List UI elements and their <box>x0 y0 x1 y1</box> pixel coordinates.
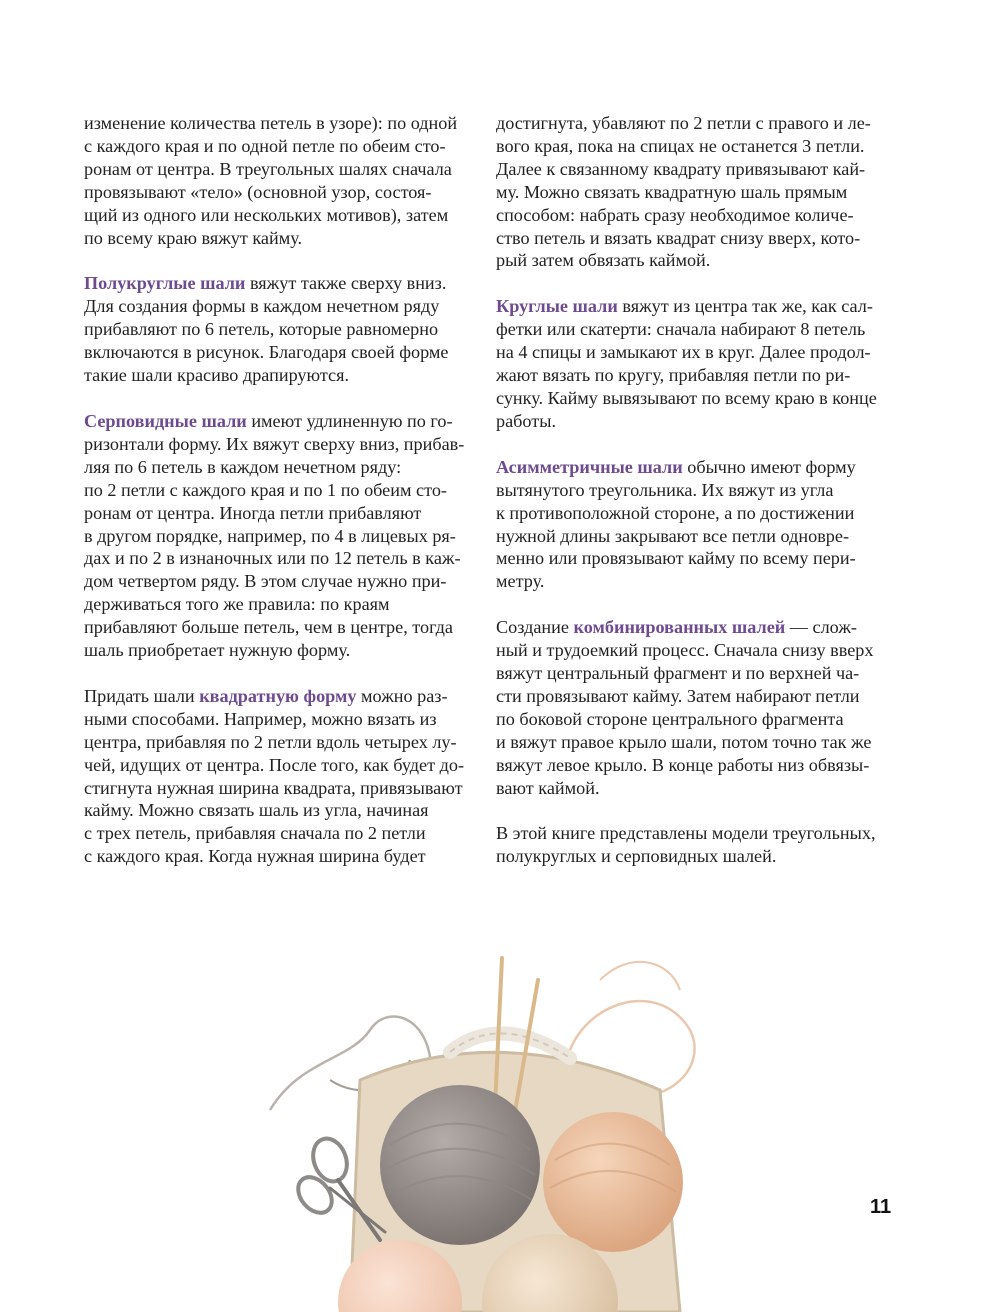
peach-strand-2 <box>600 962 680 990</box>
paragraph-square-shawls: Придать шали квадратную форму можно раз- ными способами. Например, можно вязать из центра, прибавляя по 2 петли вдоль четырех лу- чей, идущих от центра. После того, как будет до- стигнута нужная ширина квадрата, привязывают кайму. Можно связать шаль из угла, начиная с трех петель, прибавляя сначала по 2 петли с каждого края. Когда нужная ширина будет <box>84 685 465 867</box>
term-semicircular: Полукруглые шали <box>84 273 246 294</box>
grey-yarn-ball <box>380 1085 540 1245</box>
page-number: 11 <box>870 1196 892 1218</box>
paragraph-combined-shawls: Создание комбинированных шалей — слож- ный и трудоемкий процесс. Сначала снизу вверх вяжут центральный фрагмент и по верхней ча- сти провязывают кайму. Затем набирают петли по боковой стороне центрального фрагмента и вяжут правое крыло шали, потом точно так же вяжут левое крыло. В конце работы низ обвязы- вают каймой. <box>496 617 874 798</box>
paragraph-crescent-shawls: Серповидные шали имеют удлиненную по го- ризонтали форму. Их вяжут сверху вниз, прибав- ляя по 6 петель в каждом нечетном ряду: по 2 петли с каждого края и по 1 по обеим сто- ронам от центра. Иногда петли прибавляют в другом порядке, например, по 4 в лицевых ря- дах и по 2 в изнаночных или по 12 петель в каж- дом четвертом ряду. В этом случае нужно при- держиваться того же правила: по краям прибавляют больше петель, чем в центре, тогда шаль приобретает нужную форму. <box>84 410 465 661</box>
term-crescent: Серповидные шали <box>84 410 247 431</box>
paragraph-book-summary: В этой книге представлены модели треугольных, полукруглых и серповидных шалей. <box>496 823 876 867</box>
paragraph-semicircular-shawls: Полукруглые шали вяжут также сверху вниз. Для создания формы в каждом нечетном ряду прибавляют по 6 петель, которые равномерно включаются в рисунок. Благодаря своей форме такие шали красиво драпируются. <box>84 273 449 386</box>
paragraph-asymmetric-shawls: Асимметричные шали обычно имеют форму вытянутого треугольника. Их вяжут из угла к противоположной стороне, а по достижении нужной длины закрывают все петли одновре- менно или провязывают кайму по всему пери- метру. <box>496 456 856 592</box>
right-column <box>496 112 888 891</box>
paragraph-intro-continued: изменение количества петель в узоре): по одной с каждого края и по одной петле по обеим сто- ронам от центра. В треугольных шалях сначала провязывают «тело» (основной узор, состоя- щий из одного или нескольких мотивов), затем по всему краю вяжут кайму. <box>84 113 458 248</box>
left-column <box>84 112 472 891</box>
paragraph-square-continued: достигнута, убавляют по 2 петли с правого и ле- вого края, пока на спицах не останется 3 петли. Далее к связанному квадрату привязывают кай- му. Можно связать квадратную шаль прямым способом: набрать сразу необходимое количе- ство петель и вязать квадрат снизу вверх, кото- рый затем обвязать каймой. <box>496 113 871 271</box>
yarn-basket-photo <box>240 940 760 1312</box>
term-asymmetric: Асимметричные шали <box>496 456 683 477</box>
term-square: квадратную форму <box>199 685 357 706</box>
paragraph-round-shawls: Круглые шали вяжут из центра так же, как сал- фетки или скатерти: сначала набирают 8 петель на 4 спицы и замыкают их в круг. Далее продол- жают вязать по кругу, прибавляя петли по ри- сунку. Кайму вывязывают по всему краю в конце работы. <box>496 296 877 431</box>
term-combined: комбинированных шалей <box>573 617 786 638</box>
term-round: Круглые шали <box>496 296 618 317</box>
